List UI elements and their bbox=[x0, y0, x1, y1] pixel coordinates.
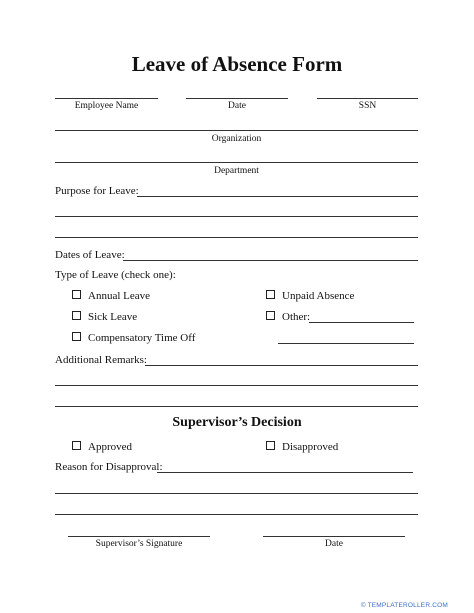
dates-label: Dates of Leave: bbox=[55, 249, 125, 261]
supervisor-heading: Supervisor’s Decision bbox=[172, 415, 302, 430]
purpose-line-2[interactable] bbox=[55, 216, 418, 217]
other-input-line-2[interactable] bbox=[278, 343, 414, 344]
annual-leave-checkbox[interactable] bbox=[72, 290, 81, 299]
purpose-label: Purpose for Leave: bbox=[55, 185, 139, 197]
purpose-line-3[interactable] bbox=[55, 237, 418, 238]
employee-name-caption: Employee Name bbox=[74, 101, 139, 111]
type-label: Type of Leave (check one): bbox=[55, 269, 176, 281]
comp-time-label: Compensatory Time Off bbox=[88, 332, 196, 344]
date-line[interactable] bbox=[186, 98, 288, 99]
organization-line[interactable] bbox=[55, 130, 418, 131]
approved-option[interactable] bbox=[72, 441, 132, 453]
reason-line-2[interactable] bbox=[55, 493, 418, 494]
ssn-caption: SSN bbox=[358, 101, 377, 111]
supervisor-signature-caption: Supervisor’s Signature bbox=[95, 539, 183, 549]
ssn-line[interactable] bbox=[317, 98, 418, 99]
other-checkbox[interactable] bbox=[266, 311, 275, 320]
remarks-label: Additional Remarks: bbox=[55, 354, 147, 366]
purpose-input-line[interactable] bbox=[137, 196, 418, 197]
remarks-line-2[interactable] bbox=[55, 385, 418, 386]
other-label: Other: bbox=[282, 311, 311, 323]
unpaid-absence-checkbox[interactable] bbox=[266, 290, 275, 299]
unpaid-absence-label: Unpaid Absence bbox=[282, 290, 355, 302]
unpaid-absence-option[interactable] bbox=[266, 290, 354, 302]
comp-time-checkbox[interactable] bbox=[72, 332, 81, 341]
remarks-line-3[interactable] bbox=[55, 406, 418, 407]
supervisor-signature-line[interactable] bbox=[68, 536, 210, 537]
employee-name-line[interactable] bbox=[55, 98, 158, 99]
department-line[interactable] bbox=[55, 162, 418, 163]
organization-caption: Organization bbox=[211, 134, 262, 144]
disapproved-label: Disapproved bbox=[282, 441, 339, 453]
other-option[interactable] bbox=[266, 311, 310, 323]
annual-leave-label: Annual Leave bbox=[88, 290, 150, 302]
approved-label: Approved bbox=[88, 441, 132, 453]
sick-leave-checkbox[interactable] bbox=[72, 311, 81, 320]
remarks-input-line[interactable] bbox=[145, 365, 418, 366]
supervisor-date-caption: Date bbox=[325, 539, 343, 549]
footer-credit: © TEMPLATEROLLER.COM bbox=[360, 602, 448, 609]
date-caption: Date bbox=[228, 101, 246, 111]
sick-leave-option[interactable] bbox=[72, 311, 137, 323]
disapproved-checkbox[interactable] bbox=[266, 441, 275, 450]
department-caption: Department bbox=[214, 166, 259, 176]
approved-checkbox[interactable] bbox=[72, 441, 81, 450]
form-title: Leave of Absence Form bbox=[131, 52, 343, 76]
reason-line-3[interactable] bbox=[55, 514, 418, 515]
sick-leave-label: Sick Leave bbox=[88, 311, 138, 323]
comp-time-option[interactable] bbox=[72, 332, 195, 344]
annual-leave-option[interactable] bbox=[72, 290, 150, 302]
reason-input-line[interactable] bbox=[157, 472, 413, 473]
reason-label: Reason for Disapproval: bbox=[55, 461, 163, 473]
other-input-line[interactable] bbox=[309, 322, 414, 323]
disapproved-option[interactable] bbox=[266, 441, 338, 453]
supervisor-date-line[interactable] bbox=[263, 536, 405, 537]
dates-input-line[interactable] bbox=[123, 260, 418, 261]
